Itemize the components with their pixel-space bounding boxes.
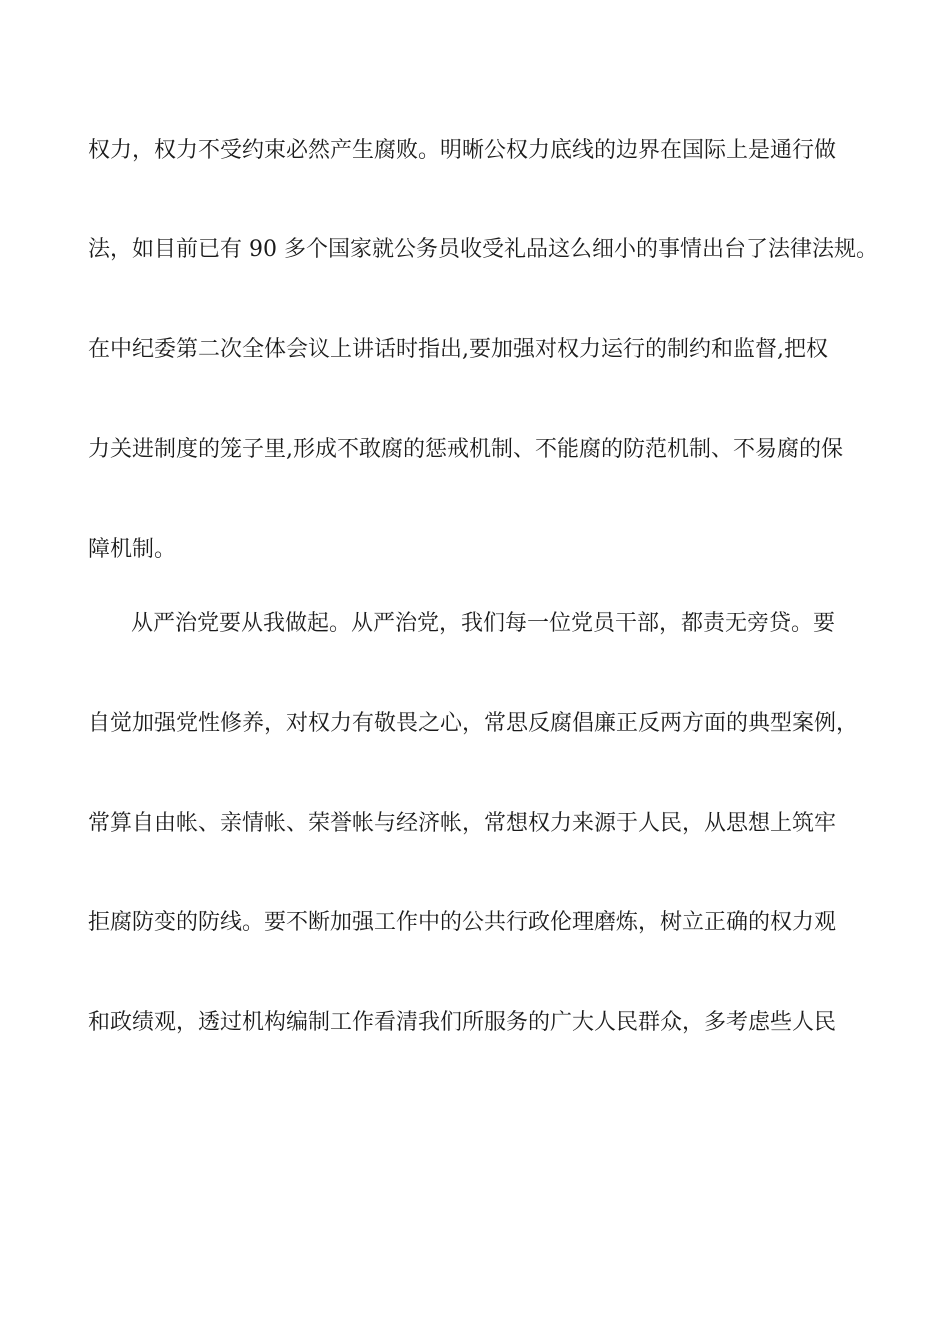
text-line: 权力，权力不受约束必然产生腐败。明晰公权力底线的边界在国际上是通行做 <box>88 138 837 163</box>
text-line: 自觉加强党性修养，对权力有敬畏之心，常思反腐倡廉正反两方面的典型案例， <box>88 711 859 736</box>
text-line: 在中纪委第二次全体会议上讲话时指出,要加强对权力运行的制约和监督,把权 <box>88 337 828 362</box>
text-line: 法，如目前已有 90 多个国家就公务员收受礼品这么细小的事情出台了法律法规。 <box>88 237 878 262</box>
text-line: 常算自由帐、亲情帐、荣誉帐与经济帐，常想权力来源于人民，从思想上筑牢 <box>88 811 837 836</box>
text-line: 拒腐防变的防线。要不断加强工作中的公共行政伦理磨炼，树立正确的权力观 <box>88 910 837 935</box>
text-line: 障机制。 <box>88 537 177 562</box>
text-line: 力关进制度的笼子里,形成不敢腐的惩戒机制、不能腐的防范机制、不易腐的保 <box>88 437 843 462</box>
text-line: 和政绩观，透过机构编制工作看清我们所服务的广大人民群众，多考虑些人民 <box>88 1010 837 1035</box>
text-line-indented: 从严治党要从我做起。从严治党，我们每一位党员干部，都责无旁贷。要 <box>131 611 836 636</box>
